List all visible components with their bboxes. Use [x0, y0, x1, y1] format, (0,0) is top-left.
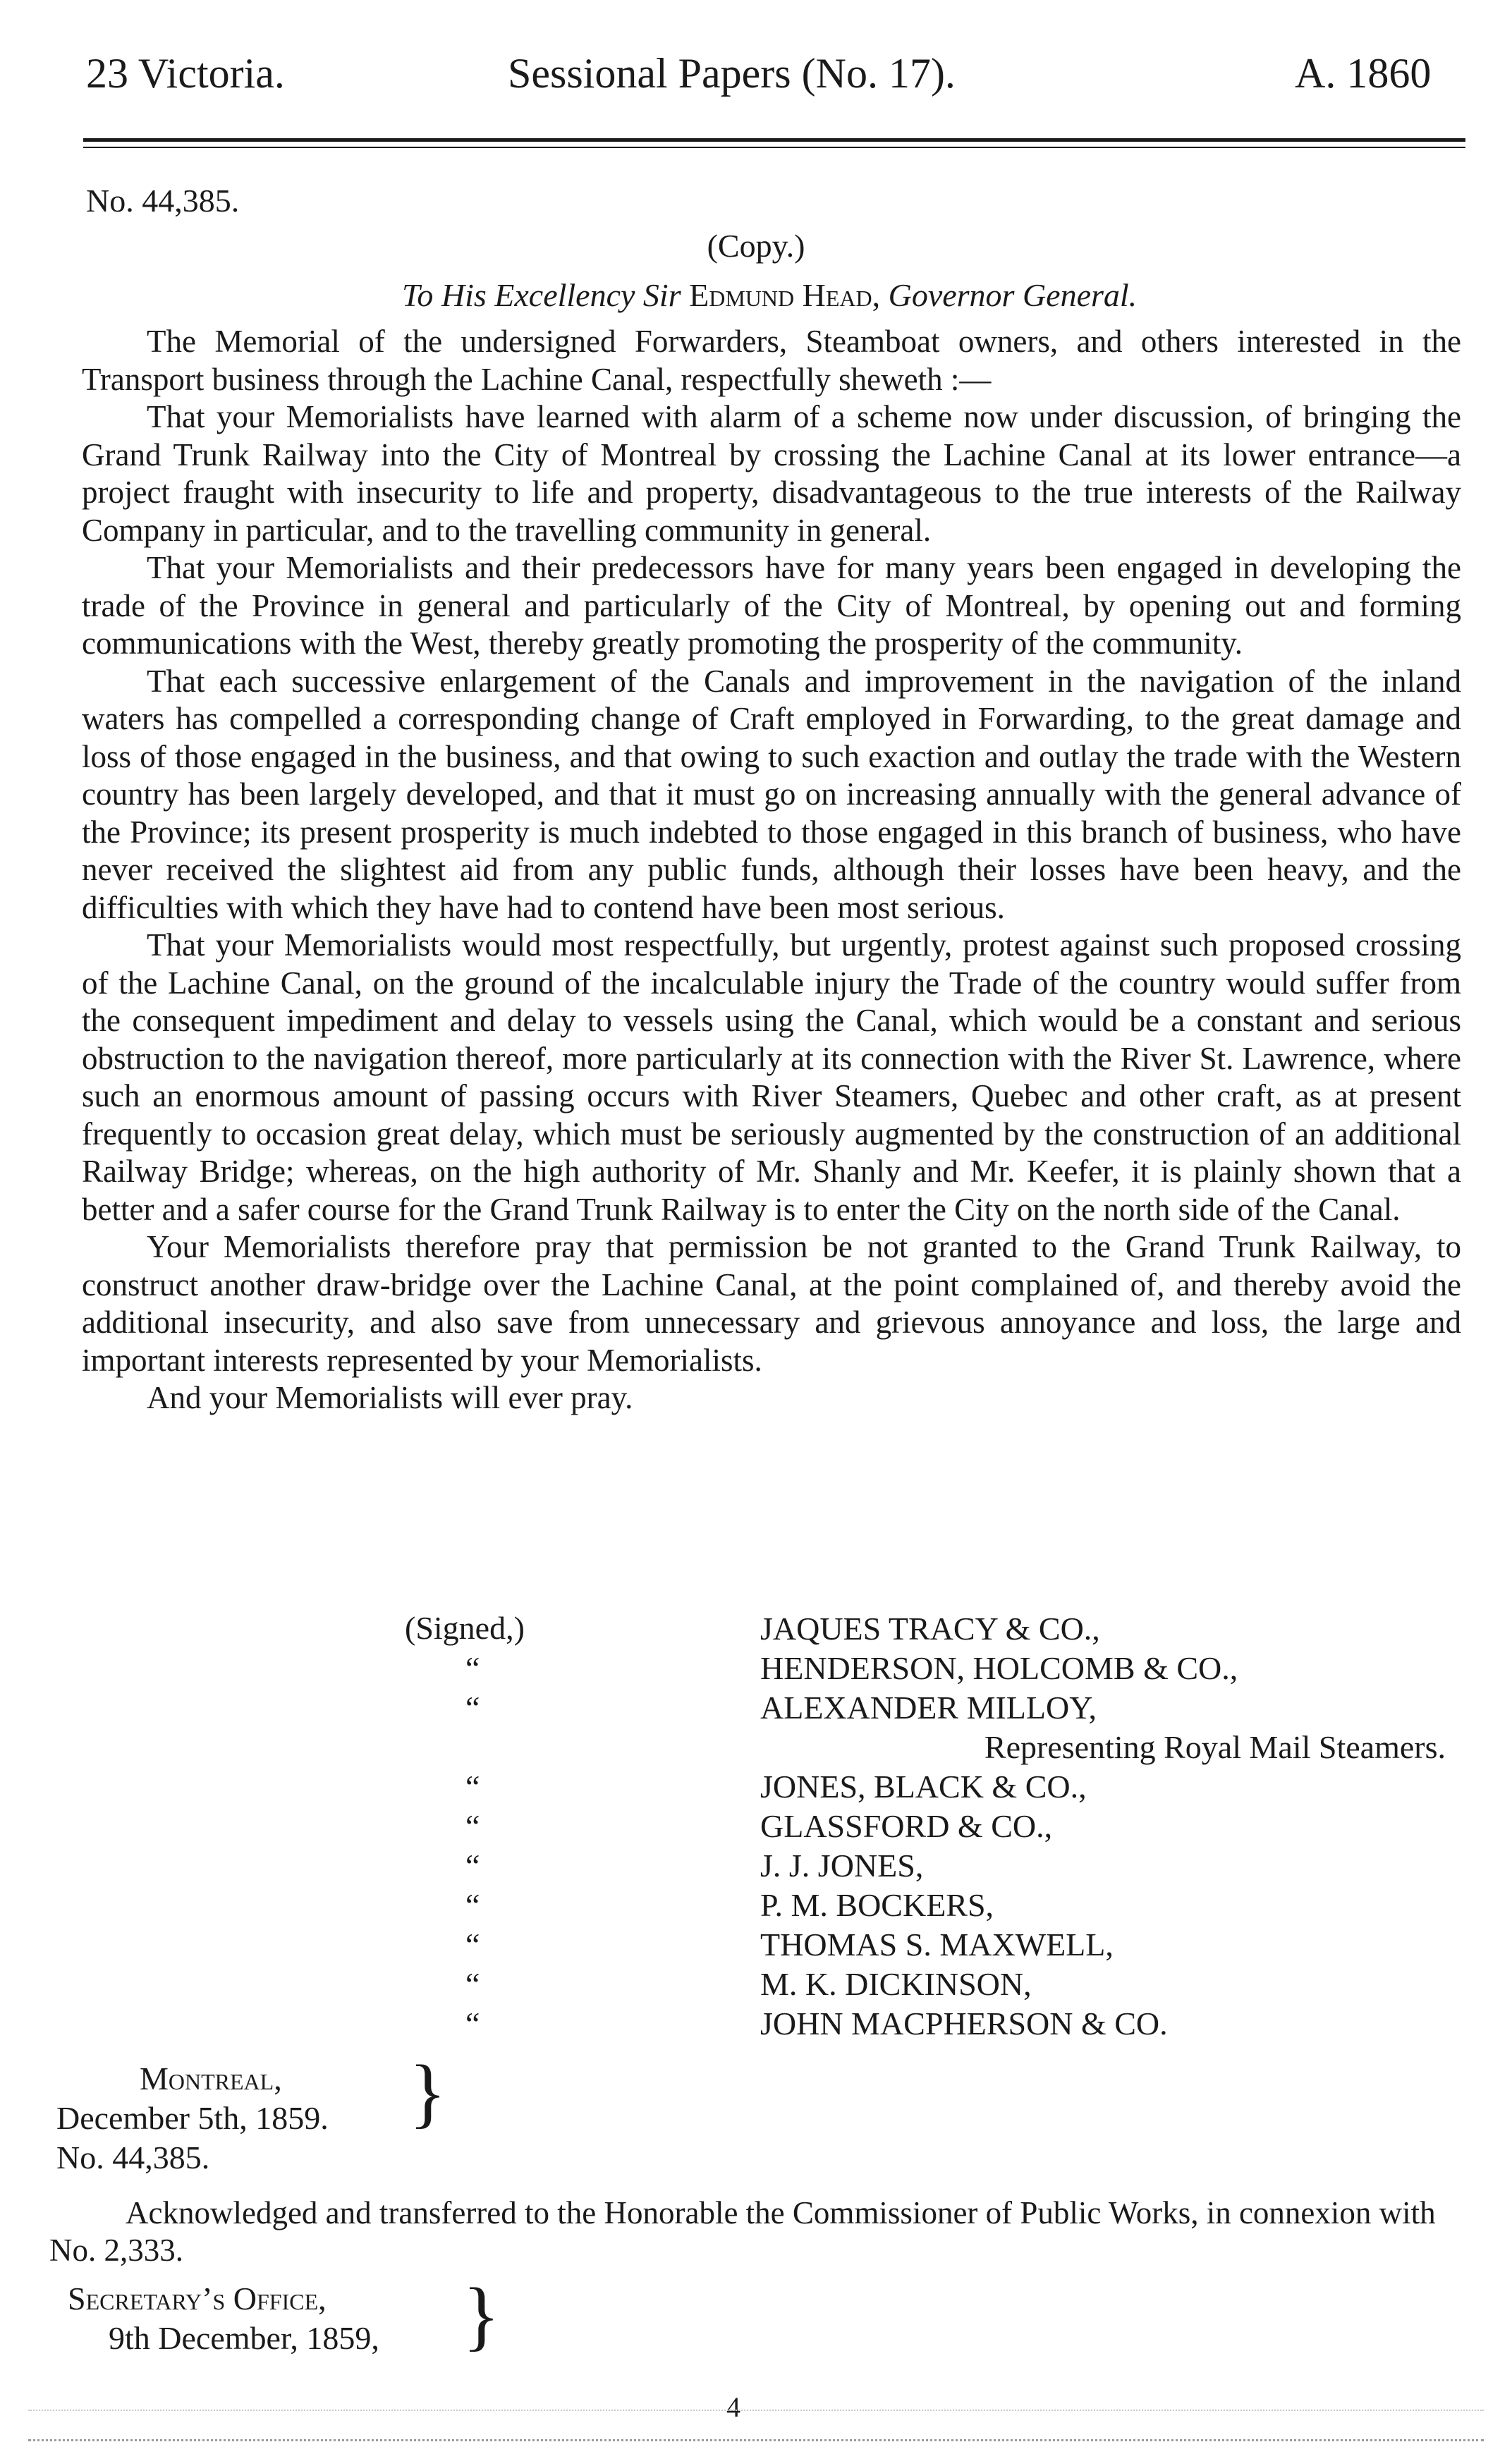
paragraph: That your Memorialists have learned with alarm of a scheme now under discussion, of bringing the Grand Trunk Railway into the City of Montreal by crossing the Lachine Canal at its lower entrance—a project fraught with insecurity to life and property, disadvantageous to the true interests of the Railway Company in particular, and to the travelling community in general.	[82, 399, 1461, 548]
signatory-row	[465, 1609, 1467, 1649]
signatory-name: P. M. BOCKERS,	[760, 1887, 994, 1923]
memorial-body	[82, 323, 1461, 1417]
signatory-name: J. J. JONES,	[760, 1848, 924, 1884]
signatory-row	[465, 1688, 1467, 1728]
paragraph: Your Memorialists therefore pray that permission be not granted to the Grand Trunk Railway, to construct another draw-bridge over the Lachine Canal, at the point complained of, and thereby avoid the additional insecurity, and also save from unnecessary and grievous annoyance and loss, the large and important interests represented by your Memorialists.	[82, 1229, 1461, 1378]
paragraph: And your Memorialists will ever pray.	[147, 1380, 633, 1415]
header-title: Sessional Papers (No. 17).	[508, 50, 956, 97]
signatory-name: THOMAS S. MAXWELL,	[760, 1927, 1114, 1962]
signatory-row	[465, 1728, 1467, 1767]
place-city: Montreal,	[140, 2061, 282, 2096]
page-number: 4	[726, 2391, 740, 2423]
header-rule-bottom	[83, 147, 1465, 148]
header-rule-top	[83, 138, 1465, 142]
running-header	[0, 49, 1512, 113]
memorial-address	[402, 276, 1137, 314]
secretary-block	[68, 2279, 379, 2358]
signatory-row	[465, 1767, 1467, 1807]
ditto-mark: “	[465, 2006, 480, 2041]
address-name: Edmund Head,	[689, 277, 881, 313]
ditto-mark: “	[465, 1690, 480, 1726]
ditto-mark: “	[465, 1769, 480, 1805]
place-number: No. 44,385.	[56, 2139, 210, 2175]
ditto-mark: “	[465, 1650, 480, 1686]
signatory-note: Representing Royal Mail Steamers.	[984, 1729, 1446, 1765]
signatory-name: ALEXANDER MILLOY,	[760, 1690, 1097, 1726]
scan-noise-divider	[28, 2410, 1484, 2441]
paragraph: That your Memorialists would most respectfully, but urgently, protest against such proposed crossing of the Lachine Canal, on the ground of the incalculable injury the Trade of the country would suffer from the consequent impediment and delay to vessels using the Canal, which would be a constant and serious obstruction to the navigation thereof, more particularly at its connection with the River St. Lawrence, where such an enormous amount of passing occurs with River Steamers, Quebec and other craft, as at present frequently to occasion great delay, which must be seriously augmented by the construction of an additional Railway Bridge; whereas, on the high authority of Mr. Shanly and Mr. Keefer, it is plainly shown that a better and a safer course for the Grand Trunk Railway is to enter the City on the north side of the Canal.	[82, 927, 1461, 1227]
signatory-name: GLASSFORD & CO.,	[760, 1808, 1053, 1844]
acknowledgement-text: Acknowledged and transferred to the Honorable the Commissioner of Public Works, in connexion with No. 2,333.	[49, 2195, 1436, 2268]
signatory-row	[465, 1649, 1467, 1688]
signatory-list	[465, 1609, 1467, 2044]
signatory-row	[465, 1807, 1467, 1846]
secretary-date: 9th December, 1859,	[109, 2320, 379, 2356]
ditto-mark: “	[465, 1848, 480, 1884]
place-date-block	[56, 2059, 329, 2178]
place-date: December 5th, 1859.	[56, 2100, 329, 2136]
header-session: 23 Victoria.	[86, 50, 285, 97]
address-title: Governor General.	[888, 277, 1138, 313]
acknowledgement	[49, 2194, 1460, 2269]
secretary-office: Secretary’s Office,	[68, 2281, 327, 2316]
brace-glyph: }	[463, 2272, 500, 2358]
signatory-row	[465, 1965, 1467, 2004]
paragraph: The Memorial of the undersigned Forwarders, Steamboat owners, and others interested in the Transport business through the Lachine Canal, respectfully sheweth :—	[82, 324, 1461, 397]
signatory-row	[465, 1886, 1467, 1925]
signatory-name: JOHN MACPHERSON & CO.	[760, 2006, 1168, 2041]
signatory-name: JONES, BLACK & CO.,	[760, 1769, 1087, 1805]
copy-label: (Copy.)	[707, 228, 805, 264]
ditto-mark: “	[465, 1927, 480, 1962]
paragraph: That each successive enlargement of the Canals and improvement in the navigation of the inland waters has compelled a corresponding change of Craft employed in Forwarding, to the great damage and loss of those engaged in the business, and that owing to such exaction and outlay the trade with the Western country has been largely developed, and that it must go on increasing annually with the general advance of the Province; its present prosperity is much indebted to those engaged in this branch of business, who have never received the slightest aid from any public funds, although their losses have been heavy, and the difficulties with which they have had to contend have been most serious.	[82, 663, 1461, 925]
header-year: A. 1860	[1295, 50, 1432, 97]
paragraph: That your Memorialists and their predecessors have for many years been engaged in developing the trade of the Province in general and particularly of the City of Montreal, by opening out and forming communications with the West, thereby greatly promoting the prosperity of the community.	[82, 550, 1461, 661]
signatory-row	[465, 1925, 1467, 1965]
ditto-mark: “	[465, 1887, 480, 1923]
address-prefix: To His Excellency Sir	[402, 277, 681, 313]
signed-label: (Signed,)	[405, 1610, 525, 1646]
signatory-row	[465, 1846, 1467, 1886]
brace-glyph: }	[409, 2049, 446, 2135]
reference-number: No. 44,385.	[86, 183, 240, 219]
ditto-mark: “	[465, 1966, 480, 2002]
signatory-row	[465, 2004, 1467, 2044]
signatory-name: HENDERSON, HOLCOMB & CO.,	[760, 1650, 1238, 1686]
signatory-name: M. K. DICKINSON,	[760, 1966, 1032, 2002]
signatory-name: JAQUES TRACY & CO.,	[760, 1611, 1100, 1647]
ditto-mark: “	[465, 1808, 480, 1844]
